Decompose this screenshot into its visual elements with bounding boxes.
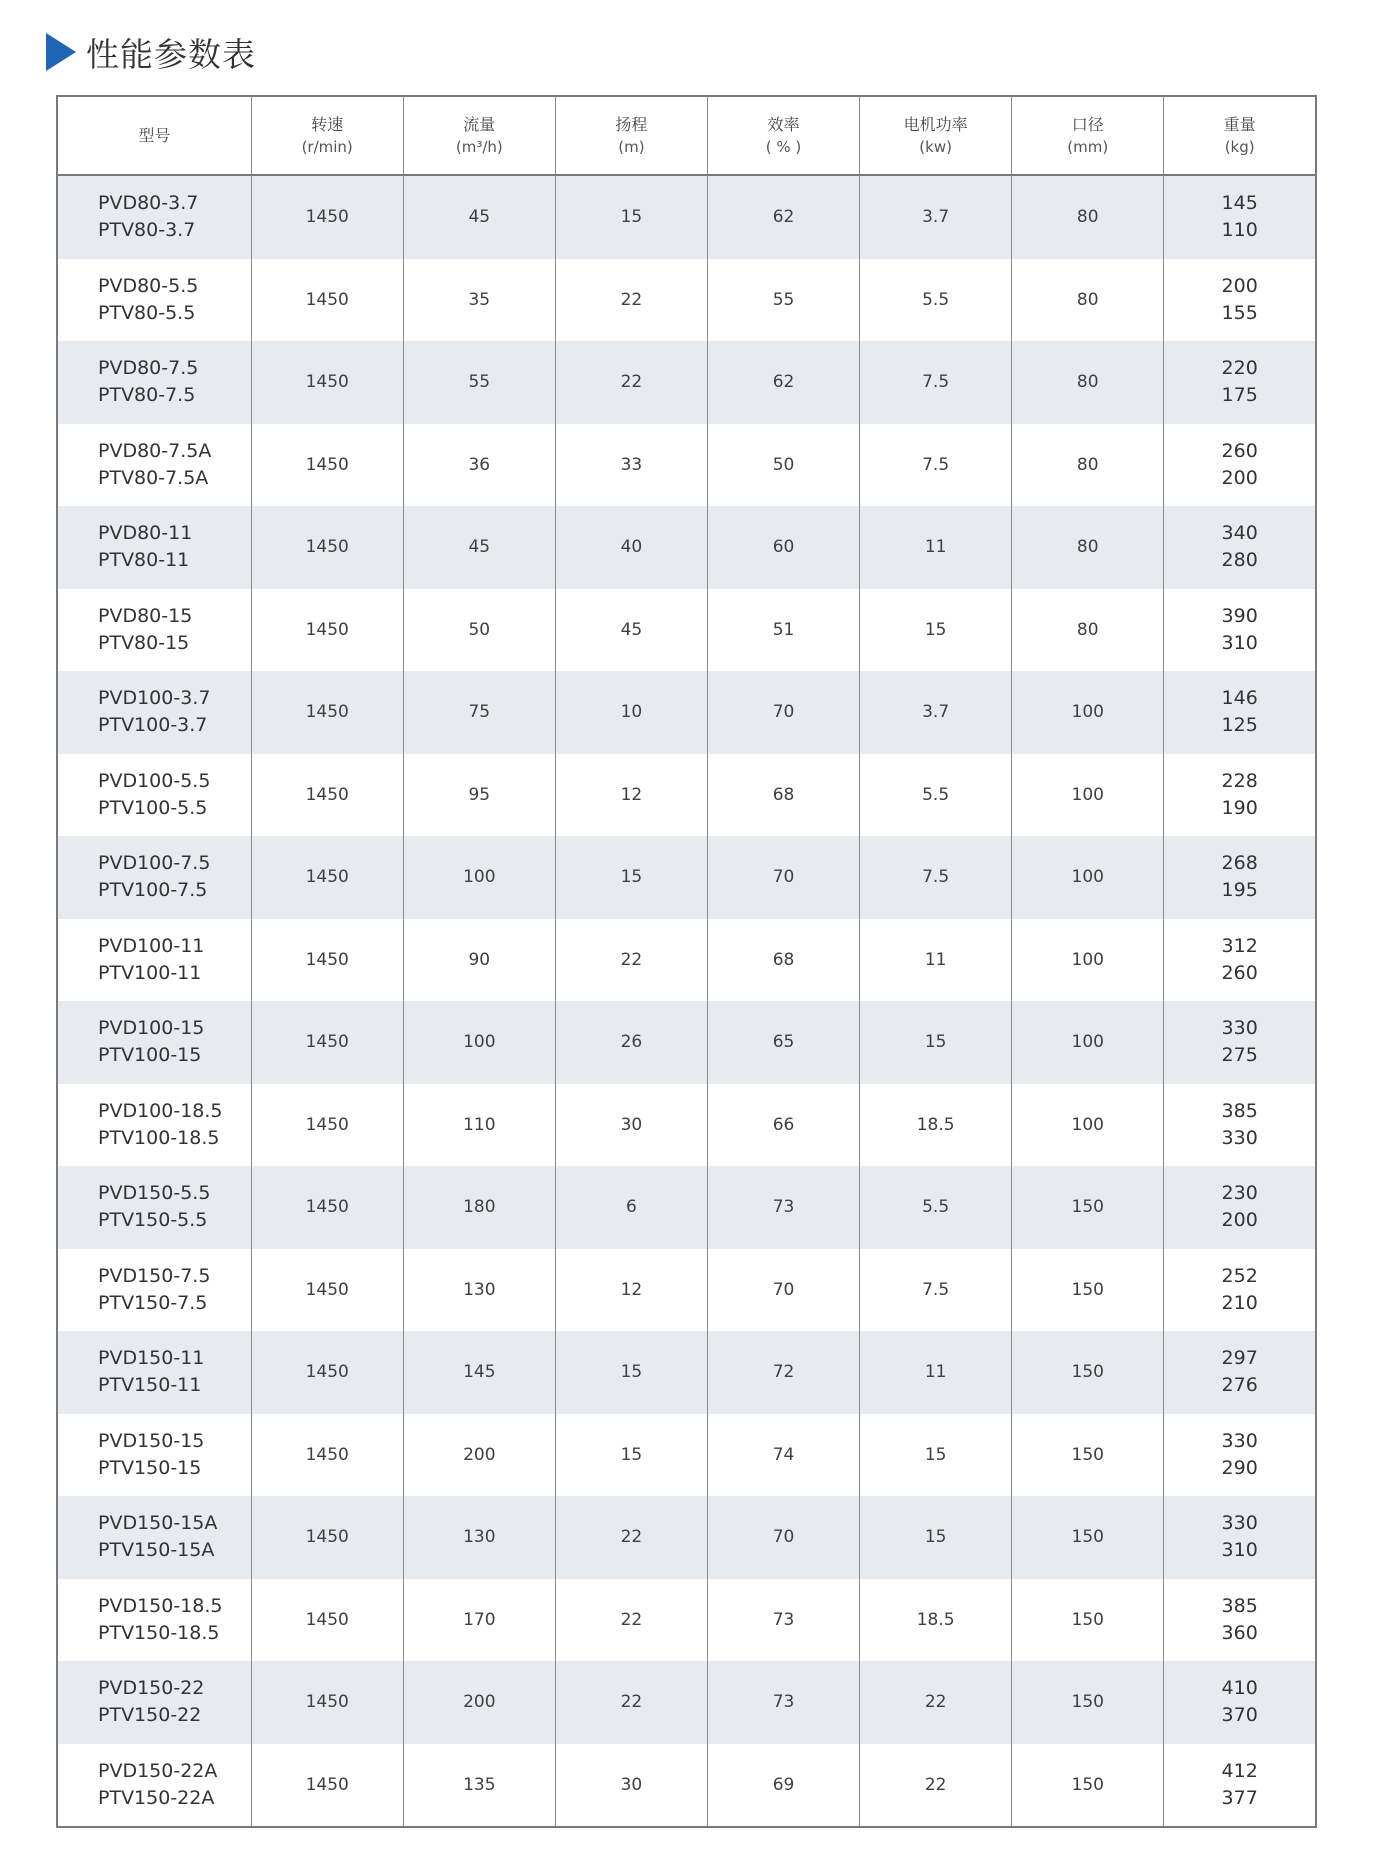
cell-diameter: 100 — [1012, 1084, 1164, 1167]
cell-weight: 412 377 — [1221, 1759, 1258, 1809]
cell-motor-power: 5.5 — [860, 1166, 1012, 1249]
cell-model: PVD80-7.5A PTV80-7.5A — [57, 424, 251, 507]
cell-head: 40 — [555, 506, 707, 589]
cell-efficiency: 68 — [707, 919, 859, 1002]
table-row — [57, 1744, 1316, 1828]
cell-model: PVD100-18.5 PTV100-18.5 — [57, 1084, 251, 1167]
triangle-right-icon — [46, 33, 76, 71]
cell-speed: 1450 — [251, 175, 403, 259]
cell-diameter: 80 — [1012, 175, 1164, 259]
cell-model: PVD80-15 PTV80-15 — [57, 589, 251, 672]
cell-flow: 135 — [403, 1744, 555, 1828]
cell-flow: 75 — [403, 671, 555, 754]
cell-weight: 385 330 — [1221, 1099, 1258, 1149]
table-row — [57, 589, 1316, 672]
cell-speed: 1450 — [251, 754, 403, 837]
header-efficiency: 效率 ( % ) — [707, 96, 859, 175]
cell-model: PVD150-18.5 PTV150-18.5 — [57, 1579, 251, 1662]
table-row — [57, 919, 1316, 1002]
cell-weight: 330 275 — [1164, 1001, 1316, 1084]
header-diameter: 口径 (mm) — [1012, 96, 1164, 175]
cell-flow: 110 — [403, 1084, 555, 1167]
cell-efficiency: 74 — [707, 1414, 859, 1497]
cell-weight: 252 210 — [1221, 1264, 1258, 1314]
performance-table — [56, 95, 1317, 1828]
cell-weight: 330 290 — [1221, 1429, 1258, 1479]
cell-speed: 1450 — [251, 919, 403, 1002]
table-body — [57, 175, 1316, 1827]
cell-diameter: 80 — [1012, 341, 1164, 424]
cell-model: PVD80-3.7 PTV80-3.7 — [57, 175, 251, 259]
cell-head: 10 — [555, 671, 707, 754]
cell-diameter: 80 — [1012, 506, 1164, 589]
cell-weight: 146 125 — [1164, 671, 1316, 754]
cell-motor-power: 15 — [860, 1414, 1012, 1497]
cell-motor-power: 15 — [860, 1496, 1012, 1579]
cell-diameter: 150 — [1012, 1579, 1164, 1662]
cell-speed: 1450 — [251, 1331, 403, 1414]
cell-model: PVD150-11 PTV150-11 — [57, 1331, 251, 1414]
cell-flow: 145 — [403, 1331, 555, 1414]
cell-head: 30 — [555, 1744, 707, 1828]
cell-speed: 1450 — [251, 1661, 403, 1744]
cell-diameter: 150 — [1012, 1331, 1164, 1414]
cell-model: PVD150-7.5 PTV150-7.5 — [57, 1249, 251, 1332]
cell-head: 22 — [555, 1579, 707, 1662]
cell-efficiency: 73 — [707, 1661, 859, 1744]
cell-head: 26 — [555, 1001, 707, 1084]
table-row — [57, 754, 1316, 837]
cell-model: PVD100-3.7 PTV100-3.7 — [57, 671, 251, 754]
cell-efficiency: 72 — [707, 1331, 859, 1414]
table-header-row — [57, 96, 1316, 175]
table-row — [57, 1249, 1316, 1332]
cell-diameter: 150 — [1012, 1661, 1164, 1744]
cell-efficiency: 70 — [707, 671, 859, 754]
cell-speed: 1450 — [251, 1744, 403, 1828]
cell-efficiency: 55 — [707, 259, 859, 342]
cell-motor-power: 5.5 — [860, 259, 1012, 342]
cell-efficiency: 62 — [707, 175, 859, 259]
cell-speed: 1450 — [251, 424, 403, 507]
cell-speed: 1450 — [251, 1001, 403, 1084]
cell-flow: 200 — [403, 1661, 555, 1744]
cell-weight: 340 280 — [1164, 506, 1316, 589]
cell-speed: 1450 — [251, 1496, 403, 1579]
cell-motor-power: 11 — [860, 919, 1012, 1002]
cell-weight: 410 370 — [1164, 1661, 1316, 1744]
table-row — [57, 1084, 1316, 1167]
table-row — [57, 671, 1316, 754]
cell-model: PVD80-11 PTV80-11 — [57, 506, 251, 589]
cell-flow: 130 — [403, 1496, 555, 1579]
cell-diameter: 150 — [1012, 1744, 1164, 1828]
cell-flow: 50 — [403, 589, 555, 672]
cell-weight: 200 155 — [1221, 274, 1258, 324]
cell-diameter: 100 — [1012, 836, 1164, 919]
header-head: 扬程 (m) — [555, 96, 707, 175]
cell-speed: 1450 — [251, 506, 403, 589]
cell-flow: 180 — [403, 1166, 555, 1249]
cell-motor-power: 3.7 — [860, 175, 1012, 259]
cell-speed: 1450 — [251, 671, 403, 754]
cell-diameter: 100 — [1012, 919, 1164, 1002]
cell-head: 22 — [555, 259, 707, 342]
cell-motor-power: 11 — [860, 1331, 1012, 1414]
cell-weight: 228 190 — [1221, 769, 1258, 819]
table-row — [57, 506, 1316, 589]
cell-weight: 385 360 — [1221, 1594, 1258, 1644]
cell-efficiency: 65 — [707, 1001, 859, 1084]
cell-speed: 1450 — [251, 836, 403, 919]
cell-head: 22 — [555, 919, 707, 1002]
table-row — [57, 1166, 1316, 1249]
cell-motor-power: 18.5 — [860, 1579, 1012, 1662]
cell-efficiency: 66 — [707, 1084, 859, 1167]
header-flow: 流量 (m³/h) — [403, 96, 555, 175]
cell-efficiency: 51 — [707, 589, 859, 672]
cell-motor-power: 7.5 — [860, 341, 1012, 424]
cell-flow: 170 — [403, 1579, 555, 1662]
cell-motor-power: 15 — [860, 1001, 1012, 1084]
cell-motor-power: 7.5 — [860, 1249, 1012, 1332]
cell-flow: 130 — [403, 1249, 555, 1332]
cell-weight: 390 310 — [1221, 604, 1258, 654]
cell-diameter: 150 — [1012, 1249, 1164, 1332]
cell-diameter: 150 — [1012, 1414, 1164, 1497]
cell-head: 30 — [555, 1084, 707, 1167]
table-row — [57, 1001, 1316, 1084]
cell-speed: 1450 — [251, 589, 403, 672]
cell-weight: 312 260 — [1221, 934, 1258, 984]
cell-diameter: 80 — [1012, 424, 1164, 507]
cell-model: PVD150-15A PTV150-15A — [57, 1496, 251, 1579]
table-row — [57, 1496, 1316, 1579]
cell-speed: 1450 — [251, 259, 403, 342]
cell-flow: 200 — [403, 1414, 555, 1497]
table-row — [57, 259, 1316, 342]
cell-model: PVD80-5.5 PTV80-5.5 — [57, 259, 251, 342]
cell-head: 45 — [555, 589, 707, 672]
cell-head: 22 — [555, 1661, 707, 1744]
cell-diameter: 100 — [1012, 671, 1164, 754]
cell-speed: 1450 — [251, 1579, 403, 1662]
cell-motor-power: 15 — [860, 589, 1012, 672]
cell-efficiency: 68 — [707, 754, 859, 837]
cell-flow: 35 — [403, 259, 555, 342]
cell-weight: 145 110 — [1164, 175, 1316, 259]
cell-flow: 45 — [403, 175, 555, 259]
cell-weight: 220 175 — [1164, 341, 1316, 424]
cell-efficiency: 50 — [707, 424, 859, 507]
table-row — [57, 1331, 1316, 1414]
cell-head: 6 — [555, 1166, 707, 1249]
table-row — [57, 175, 1316, 259]
cell-head: 33 — [555, 424, 707, 507]
cell-diameter: 150 — [1012, 1166, 1164, 1249]
cell-model: PVD150-5.5 PTV150-5.5 — [57, 1166, 251, 1249]
cell-flow: 90 — [403, 919, 555, 1002]
cell-speed: 1450 — [251, 1249, 403, 1332]
cell-weight: 268 195 — [1164, 836, 1316, 919]
cell-head: 15 — [555, 1331, 707, 1414]
cell-head: 22 — [555, 341, 707, 424]
section-title — [46, 30, 256, 74]
cell-efficiency: 62 — [707, 341, 859, 424]
cell-diameter: 100 — [1012, 754, 1164, 837]
cell-motor-power: 18.5 — [860, 1084, 1012, 1167]
cell-head: 12 — [555, 1249, 707, 1332]
cell-weight: 297 276 — [1164, 1331, 1316, 1414]
cell-diameter: 100 — [1012, 1001, 1164, 1084]
table-row — [57, 1661, 1316, 1744]
header-motor-power: 电机功率 (kw) — [860, 96, 1012, 175]
cell-diameter: 150 — [1012, 1496, 1164, 1579]
cell-motor-power: 11 — [860, 506, 1012, 589]
cell-diameter: 80 — [1012, 259, 1164, 342]
cell-efficiency: 70 — [707, 1496, 859, 1579]
cell-efficiency: 73 — [707, 1579, 859, 1662]
page-title: 性能参数表 — [86, 34, 256, 74]
table-row — [57, 1579, 1316, 1662]
cell-speed: 1450 — [251, 1084, 403, 1167]
cell-motor-power: 7.5 — [860, 836, 1012, 919]
cell-head: 22 — [555, 1496, 707, 1579]
cell-motor-power: 22 — [860, 1661, 1012, 1744]
table-row — [57, 1414, 1316, 1497]
cell-weight: 230 200 — [1164, 1166, 1316, 1249]
cell-speed: 1450 — [251, 341, 403, 424]
cell-efficiency: 60 — [707, 506, 859, 589]
cell-efficiency: 73 — [707, 1166, 859, 1249]
cell-head: 15 — [555, 175, 707, 259]
cell-efficiency: 69 — [707, 1744, 859, 1828]
cell-model: PVD100-11 PTV100-11 — [57, 919, 251, 1002]
header-weight: 重量 (kg) — [1164, 96, 1316, 175]
cell-model: PVD100-7.5 PTV100-7.5 — [57, 836, 251, 919]
cell-model: PVD100-15 PTV100-15 — [57, 1001, 251, 1084]
cell-motor-power: 5.5 — [860, 754, 1012, 837]
cell-flow: 100 — [403, 1001, 555, 1084]
cell-model: PVD150-22A PTV150-22A — [57, 1744, 251, 1828]
cell-flow: 36 — [403, 424, 555, 507]
cell-flow: 55 — [403, 341, 555, 424]
table-row — [57, 424, 1316, 507]
cell-head: 12 — [555, 754, 707, 837]
header-model: 型号 — [57, 96, 251, 175]
cell-weight: 330 310 — [1164, 1496, 1316, 1579]
cell-model: PVD100-5.5 PTV100-5.5 — [57, 754, 251, 837]
cell-flow: 100 — [403, 836, 555, 919]
cell-flow: 95 — [403, 754, 555, 837]
cell-efficiency: 70 — [707, 836, 859, 919]
cell-efficiency: 70 — [707, 1249, 859, 1332]
table-row — [57, 836, 1316, 919]
cell-head: 15 — [555, 1414, 707, 1497]
cell-motor-power: 7.5 — [860, 424, 1012, 507]
cell-model: PVD150-22 PTV150-22 — [57, 1661, 251, 1744]
cell-flow: 45 — [403, 506, 555, 589]
cell-diameter: 80 — [1012, 589, 1164, 672]
cell-weight: 260 200 — [1221, 439, 1258, 489]
table-row — [57, 341, 1316, 424]
cell-model: PVD80-7.5 PTV80-7.5 — [57, 341, 251, 424]
cell-model: PVD150-15 PTV150-15 — [57, 1414, 251, 1497]
cell-head: 15 — [555, 836, 707, 919]
header-speed: 转速 (r/min) — [251, 96, 403, 175]
cell-motor-power: 22 — [860, 1744, 1012, 1828]
cell-speed: 1450 — [251, 1414, 403, 1497]
cell-speed: 1450 — [251, 1166, 403, 1249]
cell-motor-power: 3.7 — [860, 671, 1012, 754]
